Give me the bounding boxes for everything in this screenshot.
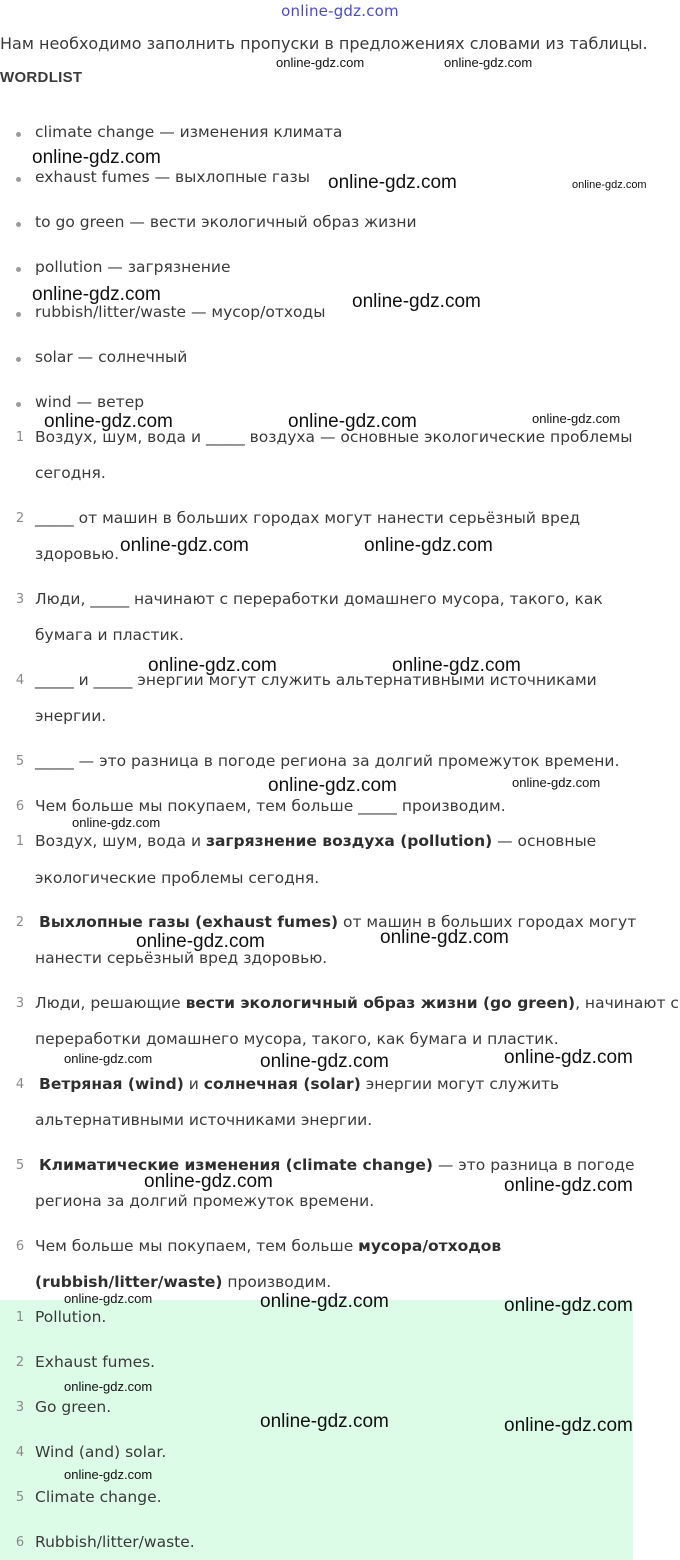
wordlist-item: solar — солнечный bbox=[35, 348, 188, 366]
filled-line: Климатические изменения (climate change) — это разница в погоде bbox=[39, 1156, 635, 1174]
watermark: online-gdz.com bbox=[268, 775, 397, 796]
filled-line: Люди, решающие вести экологичный образ жизни (go green), начинают с bbox=[35, 994, 679, 1012]
wordlist-heading: WORDLIST bbox=[0, 69, 83, 86]
watermark: online-gdz.com bbox=[504, 1047, 633, 1068]
item-number: 2 bbox=[15, 915, 25, 930]
watermark: online-gdz.com bbox=[64, 1467, 153, 1482]
task-line: _____ и _____ энергии могут служить альтернативными источниками bbox=[35, 671, 597, 689]
wordlist-item: to go green — вести экологичный образ жизни bbox=[35, 213, 417, 231]
item-number: 3 bbox=[15, 592, 25, 607]
watermark: online-gdz.com bbox=[260, 1291, 389, 1312]
filled-line: переработки домашнего мусора, такого, как бумага и пластик. bbox=[35, 1030, 559, 1048]
wordlist-item: wind — ветер bbox=[35, 393, 145, 411]
task-line: Люди, _____ начинают с переработки домашнего мусора, такого, как bbox=[35, 590, 603, 608]
watermark: online-gdz.com bbox=[32, 147, 161, 168]
watermark: online-gdz.com bbox=[260, 1051, 389, 1072]
bullet-dot bbox=[16, 402, 21, 407]
watermark: online-gdz.com bbox=[572, 179, 647, 191]
watermark: online-gdz.com bbox=[32, 284, 161, 305]
filled-line: Чем больше мы покупаем, тем больше мусора/отходов bbox=[35, 1237, 502, 1255]
answer-line: Go green. bbox=[35, 1398, 112, 1416]
watermark: online-gdz.com bbox=[352, 291, 481, 312]
watermark: online-gdz.com bbox=[444, 55, 533, 70]
watermark: online-gdz.com bbox=[72, 815, 161, 830]
answer-line: Rubbish/litter/waste. bbox=[35, 1533, 195, 1551]
filled-line: региона за долгий промежуток времени. bbox=[35, 1192, 375, 1210]
watermark: online-gdz.com bbox=[512, 775, 601, 790]
task-line: здоровью. bbox=[35, 545, 120, 563]
task-line: Воздух, шум, вода и _____ воздуха — основные экологические проблемы bbox=[35, 428, 633, 446]
watermark: online-gdz.com bbox=[532, 411, 621, 426]
bullet-dot bbox=[16, 177, 21, 182]
wordlist-item: rubbish/litter/waste — мусор/отходы bbox=[35, 303, 326, 321]
intro-text: Нам необходимо заполнить пропуски в предложениях словами из таблицы. bbox=[0, 34, 648, 53]
watermark: online-gdz.com bbox=[504, 1415, 633, 1436]
watermark: online-gdz.com bbox=[328, 172, 457, 193]
item-number: 6 bbox=[15, 799, 25, 814]
answer-line: Exhaust fumes. bbox=[35, 1353, 156, 1371]
task-line: _____ — это разница в погоде региона за долгий промежуток времени. bbox=[35, 752, 620, 770]
watermark: online-gdz.com bbox=[288, 411, 417, 432]
item-number: 4 bbox=[15, 1445, 25, 1460]
filled-line: экологические проблемы сегодня. bbox=[35, 869, 320, 887]
watermark: online-gdz.com bbox=[504, 1175, 633, 1196]
filled-line: альтернативными источниками энергии. bbox=[35, 1111, 373, 1129]
filled-line: нанести серьёзный вред здоровью. bbox=[35, 949, 328, 967]
answer-line: Climate change. bbox=[35, 1488, 162, 1506]
task-line: энергии. bbox=[35, 707, 107, 725]
item-number: 5 bbox=[15, 1490, 25, 1505]
watermark: online-gdz.com bbox=[136, 931, 265, 952]
watermark: online-gdz.com bbox=[64, 1051, 153, 1066]
answer-line: Pollution. bbox=[35, 1308, 107, 1326]
item-number: 4 bbox=[15, 673, 25, 688]
item-number: 6 bbox=[15, 1535, 25, 1550]
watermark: online-gdz.com bbox=[380, 927, 509, 948]
watermark: online-gdz.com bbox=[364, 535, 493, 556]
filled-line: (rubbish/litter/waste) производим. bbox=[35, 1273, 332, 1291]
item-number: 1 bbox=[15, 430, 25, 445]
task-line: _____ от машин в больших городах могут нанести серьёзный вред bbox=[35, 509, 581, 527]
item-number: 5 bbox=[15, 1158, 25, 1173]
watermark: online-gdz.com bbox=[260, 1411, 389, 1432]
wordlist-item: climate change — изменения климата bbox=[35, 123, 343, 141]
item-number: 5 bbox=[15, 754, 25, 769]
watermark: online-gdz.com bbox=[148, 655, 277, 676]
wordlist-item: pollution — загрязнение bbox=[35, 258, 231, 276]
filled-line: Выхлопные газы (exhaust fumes) от машин в больших городах могут bbox=[39, 913, 637, 931]
task-line: бумага и пластик. bbox=[35, 626, 184, 644]
bullet-dot bbox=[16, 357, 21, 362]
item-number: 3 bbox=[15, 1400, 25, 1415]
item-number: 6 bbox=[15, 1239, 25, 1254]
watermark: online-gdz.com bbox=[276, 55, 365, 70]
item-number: 1 bbox=[15, 1310, 25, 1325]
bullet-dot bbox=[16, 312, 21, 317]
filled-line: Ветряная (wind) и солнечная (solar) энергии могут служить bbox=[39, 1075, 560, 1093]
site-title[interactable]: online-gdz.com bbox=[281, 2, 399, 20]
watermark: online-gdz.com bbox=[144, 1171, 273, 1192]
item-number: 2 bbox=[15, 1355, 25, 1370]
item-number: 3 bbox=[15, 996, 25, 1011]
bullet-dot bbox=[16, 222, 21, 227]
watermark: online-gdz.com bbox=[44, 411, 173, 432]
task-line: Чем больше мы покупаем, тем больше _____ производим. bbox=[35, 797, 506, 815]
item-number: 2 bbox=[15, 511, 25, 526]
item-number: 4 bbox=[15, 1077, 25, 1092]
watermark: online-gdz.com bbox=[504, 1295, 633, 1316]
watermark: online-gdz.com bbox=[120, 535, 249, 556]
answer-line: Wind (and) solar. bbox=[35, 1443, 167, 1461]
watermark: online-gdz.com bbox=[64, 1291, 153, 1306]
item-number: 1 bbox=[15, 834, 25, 849]
watermark: online-gdz.com bbox=[64, 1379, 153, 1394]
task-line: сегодня. bbox=[35, 464, 106, 482]
wordlist-item: exhaust fumes — выхлопные газы bbox=[35, 168, 311, 186]
watermark: online-gdz.com bbox=[392, 655, 521, 676]
filled-line: Воздух, шум, вода и загрязнение воздуха (pollution) — основные bbox=[35, 832, 597, 850]
bullet-dot bbox=[16, 132, 21, 137]
bullet-dot bbox=[16, 267, 21, 272]
